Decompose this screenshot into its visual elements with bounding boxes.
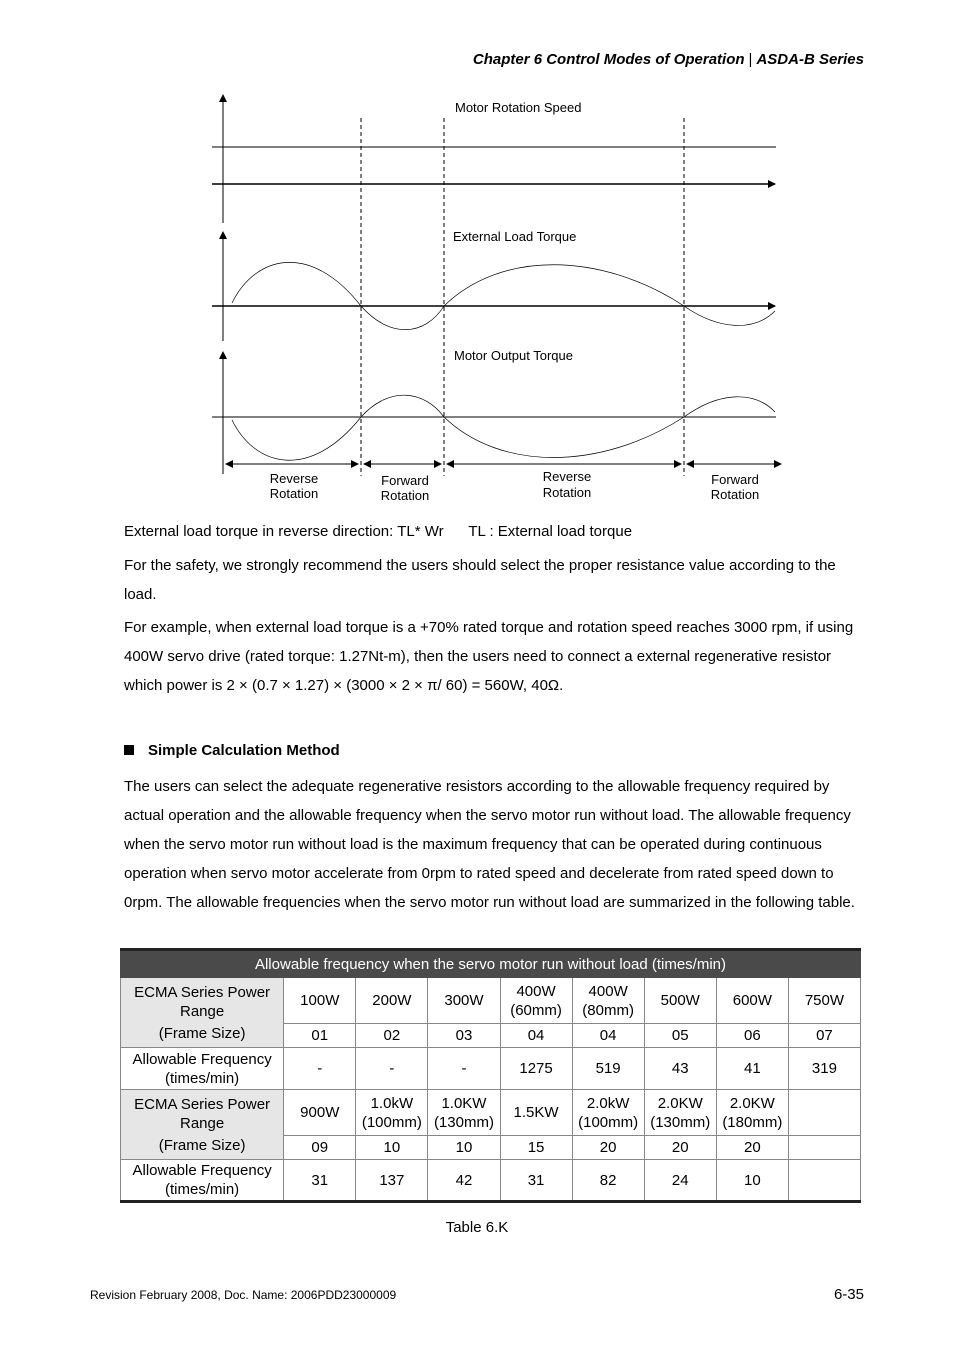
frequency-cell: 137 (356, 1160, 428, 1202)
power-cell: 2.0kW (100mm) (572, 1090, 644, 1136)
frame-cell: 03 (428, 1024, 500, 1048)
load-label: External Load Torque (453, 229, 577, 244)
segment-label-4-line2: Rotation (710, 487, 760, 502)
power-cell: 100W (284, 978, 356, 1024)
speed-label: Motor Rotation Speed (455, 100, 582, 115)
frame-label: (Frame Size) (158, 1024, 246, 1042)
frequency-cell: 1275 (500, 1048, 572, 1090)
power-cell: 1.0kW (100mm) (356, 1090, 428, 1136)
table-title: Allowable frequency when the servo motor run without load (times/min) (121, 950, 861, 978)
power-cell: 200W (356, 978, 428, 1024)
segment-label-3-line2: Rotation (542, 485, 592, 500)
segment-label-1-line2: Rotation (269, 486, 319, 501)
footer-revision: Revision February 2008, Doc. Name: 2006PDD23000009 (90, 1288, 397, 1302)
torque-speed-diagram (200, 86, 800, 511)
frame-cell: 01 (284, 1024, 356, 1048)
frequency-cell: 42 (428, 1160, 500, 1202)
frequency-cell: 10 (716, 1160, 788, 1202)
frame-cell: 07 (788, 1024, 860, 1048)
frequency-cell: 31 (284, 1160, 356, 1202)
section-heading (124, 742, 340, 759)
power-cell: 400W (80mm) (572, 978, 644, 1024)
power-cell: 300W (428, 978, 500, 1024)
chapter-title: Chapter 6 Control Modes of Operation (472, 51, 745, 68)
square-bullet-icon (124, 745, 134, 755)
page-header (473, 51, 864, 68)
example-paragraph: For example, when external load torque is a +70% rated torque and rotation speed reaches 3000 rpm, if using 400W servo drive (rated torque: 1.27Nt-m), then the users need to connect a external regenerative resistor which power is 2 × (0.7 × 1.27) × (3000 × 2 × π/ 60) = 560W, 40Ω. (124, 619, 854, 694)
output-torque-curve (232, 395, 775, 460)
load-torque-curve (232, 262, 775, 329)
segment-label-2-line2: Rotation (380, 488, 430, 503)
frequency-cell: 31 (500, 1160, 572, 1202)
power-cell: 2.0KW (130mm) (644, 1090, 716, 1136)
segment-label-4-line1: Forward (711, 472, 759, 487)
power-cell: 600W (716, 978, 788, 1024)
segment-label-3-line1: Reverse (542, 469, 592, 484)
range-header-2 (121, 1090, 284, 1160)
frame-cell: 20 (644, 1136, 716, 1160)
frame-cell (788, 1136, 860, 1160)
page-number: 6-35 (833, 1286, 864, 1303)
power-cell: 1.5KW (500, 1090, 572, 1136)
frame-cell: 05 (644, 1024, 716, 1048)
frame-cell: 04 (500, 1024, 572, 1048)
segment-label-1-line1: Reverse (269, 471, 319, 486)
frame-label: (Frame Size) (158, 1136, 246, 1154)
section-title: Simple Calculation Method (148, 742, 340, 759)
safety-paragraph: For the safety, we strongly recommend the users should select the proper resistance value according to the load. (124, 557, 836, 603)
frame-cell: 20 (572, 1136, 644, 1160)
power-cell: 900W (284, 1090, 356, 1136)
output-label: Motor Output Torque (454, 348, 573, 363)
frame-cell: 04 (572, 1024, 644, 1048)
range-label: ECMA Series Power Range (134, 1095, 271, 1132)
calculation-paragraph: The users can select the adequate regenerative resistors according to the allowable frequency required by actual operation and the allowable frequency when the servo motor run without load. The allowable frequency when the servo motor run without load is the maximum frequency that can be operated during continuous operation when servo motor accelerate from 0rpm to rated speed and decelerate from rated speed down to 0rpm. The allowable frequencies when the servo motor run without load are summarized in the following table. (124, 778, 855, 911)
frequency-cell: - (356, 1048, 428, 1090)
frame-cell: 02 (356, 1024, 428, 1048)
frequency-cell: - (284, 1048, 356, 1090)
frame-cell: 10 (428, 1136, 500, 1160)
power-cell (788, 1090, 860, 1136)
frequency-header-1: Allowable Frequency (times/min) (121, 1048, 284, 1090)
range-label: ECMA Series Power Range (134, 983, 271, 1020)
frame-cell: 20 (716, 1136, 788, 1160)
frame-cell: 09 (284, 1136, 356, 1160)
load-torque-note: External load torque in reverse direction: TL* Wr TL : External load torque (124, 523, 633, 540)
frequency-cell: 43 (644, 1048, 716, 1090)
frequency-cell: - (428, 1048, 500, 1090)
frequency-cell: 24 (644, 1160, 716, 1202)
table-caption: Table 6.K (445, 1219, 509, 1236)
power-cell: 2.0KW (180mm) (716, 1090, 788, 1136)
power-cell: 1.0KW (130mm) (428, 1090, 500, 1136)
frame-cell: 15 (500, 1136, 572, 1160)
frequency-cell: 41 (716, 1048, 788, 1090)
power-cell: 750W (788, 978, 860, 1024)
power-cell: 500W (644, 978, 716, 1024)
frame-cell: 10 (356, 1136, 428, 1160)
range-header-1 (121, 978, 284, 1048)
frequency-cell: 319 (788, 1048, 860, 1090)
frequency-cell (788, 1160, 860, 1202)
frequency-cell: 519 (572, 1048, 644, 1090)
frequency-header-2: Allowable Frequency (times/min) (121, 1160, 284, 1202)
segment-label-2-line1: Forward (381, 473, 429, 488)
allowable-frequency-table (120, 948, 861, 1203)
header-separator: | (748, 51, 753, 68)
frequency-cell: 82 (572, 1160, 644, 1202)
frame-cell: 06 (716, 1024, 788, 1048)
series-name: ASDA-B Series (756, 51, 864, 68)
power-cell: 400W (60mm) (500, 978, 572, 1024)
